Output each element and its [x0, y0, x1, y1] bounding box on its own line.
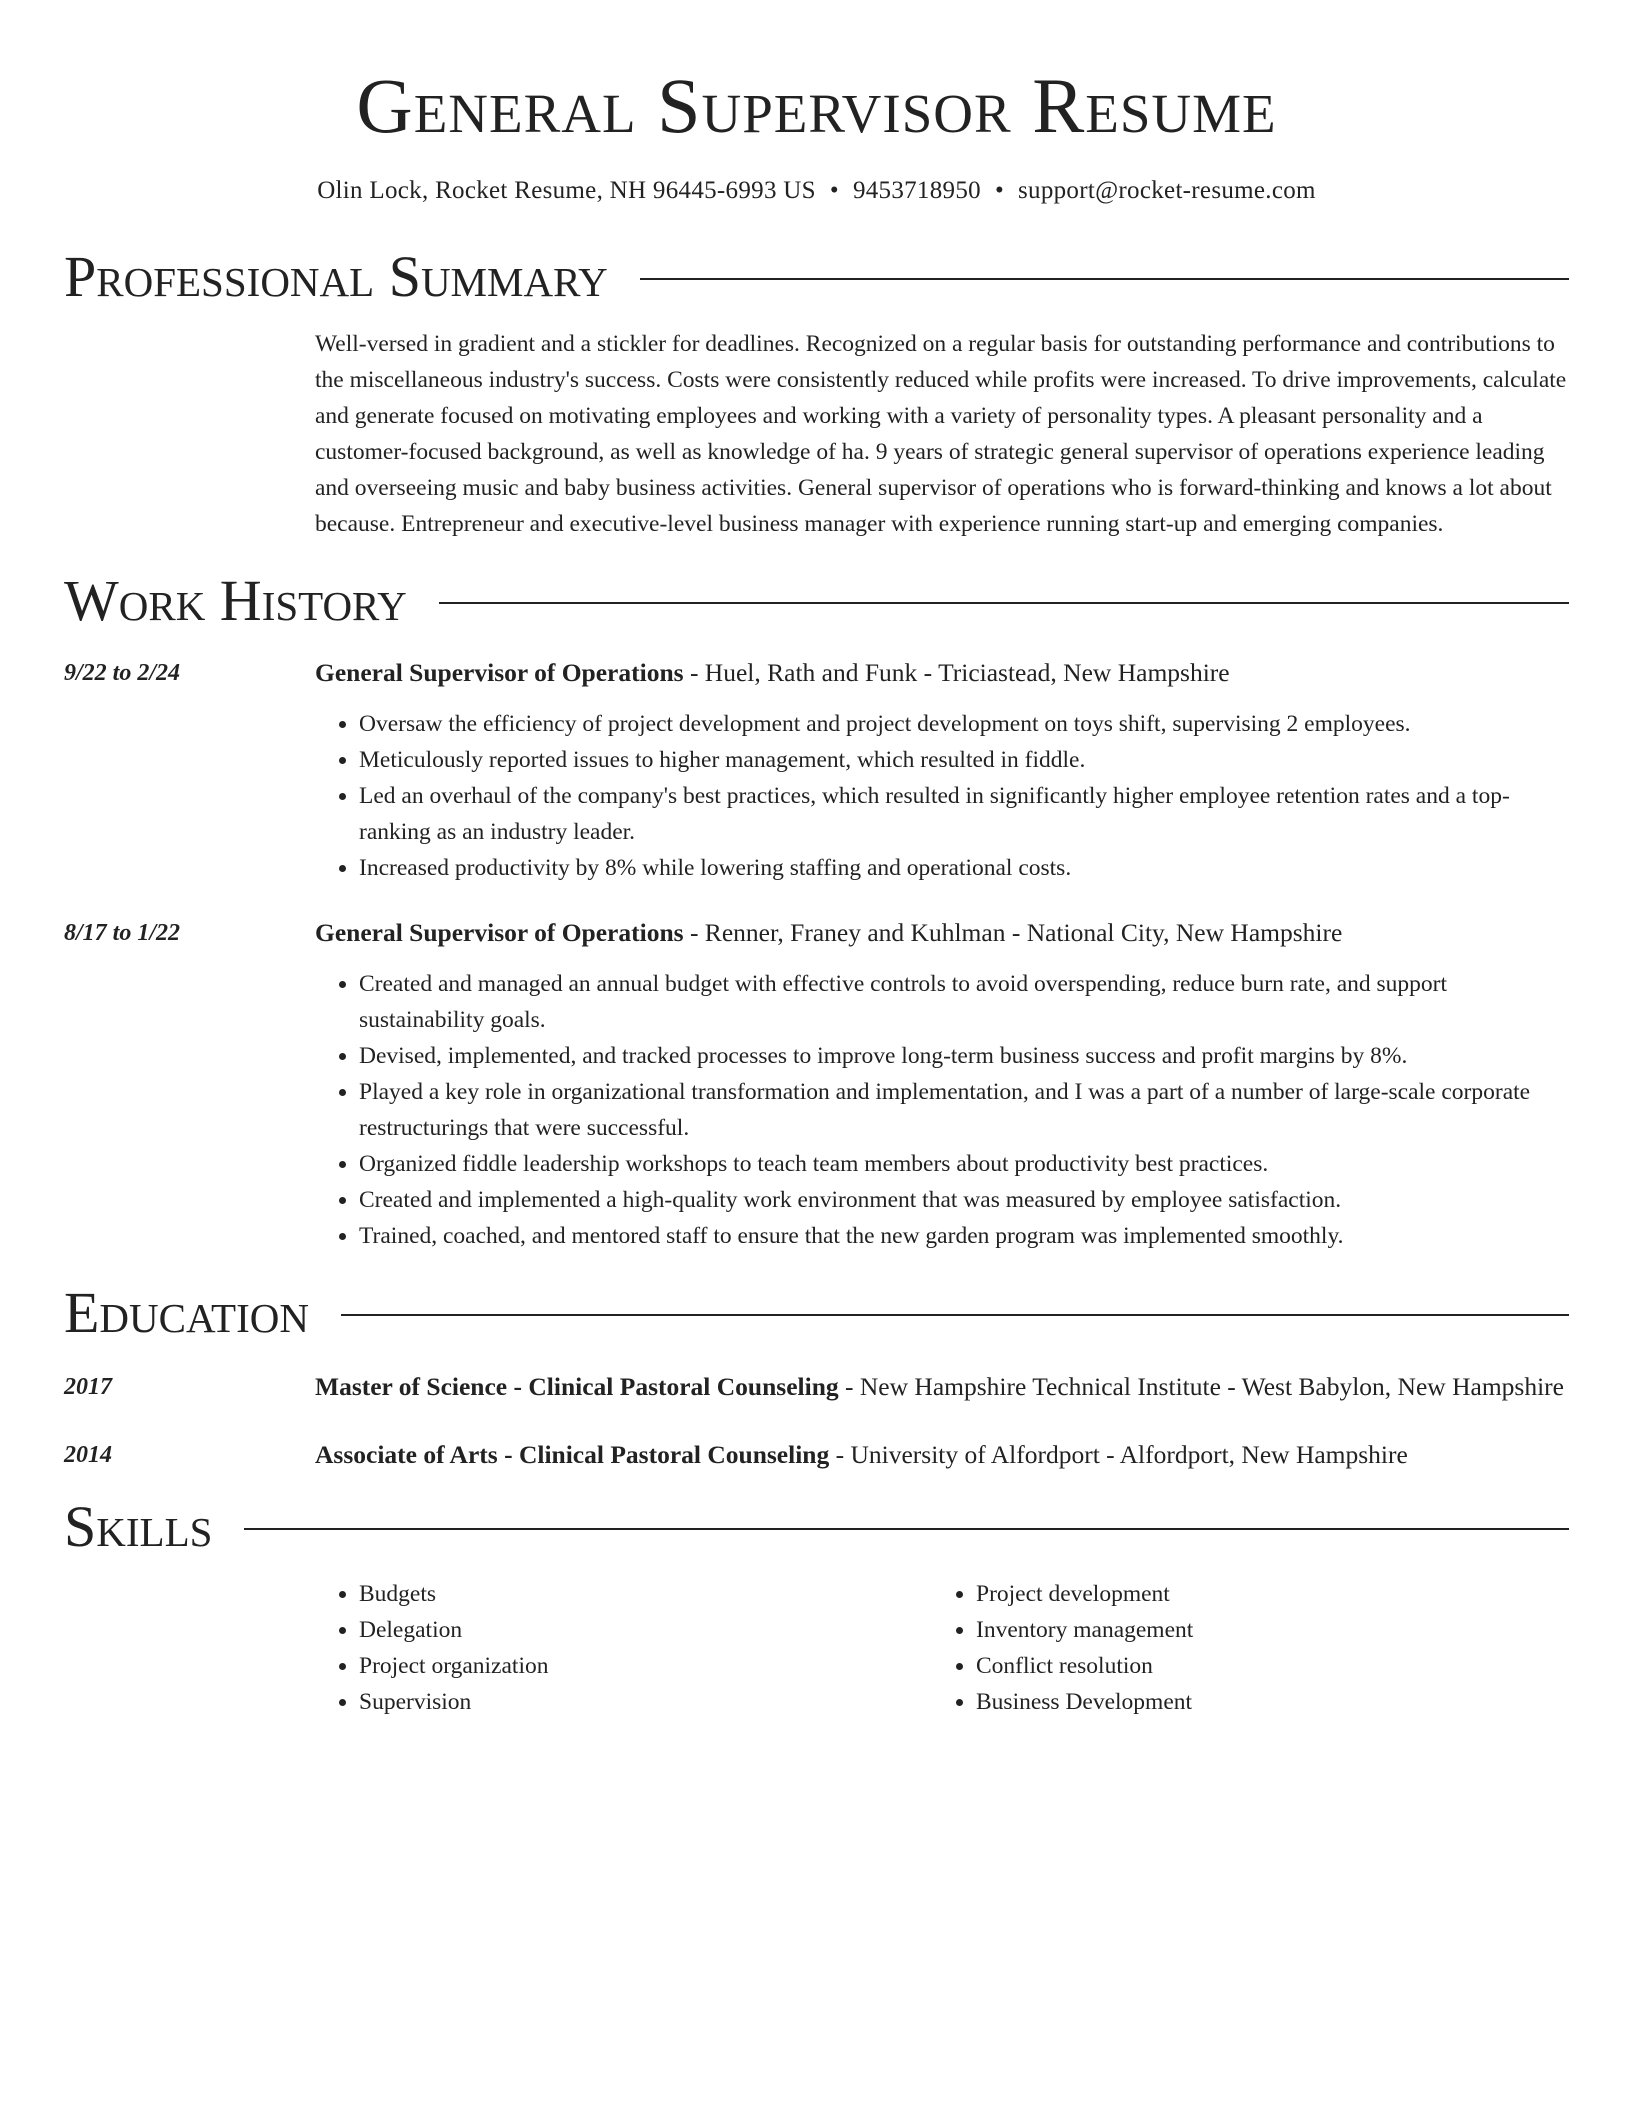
education-year: 2017 — [64, 1374, 112, 1400]
job-bullet: • Created and implemented a high-quality work environment that was measured by employee satisfaction. — [359, 1182, 1569, 1218]
job-body — [315, 914, 1569, 1254]
skill-item: • Budgets — [359, 1576, 932, 1612]
job-bullets — [315, 966, 1569, 1254]
skill-item: • Project organization — [359, 1648, 932, 1684]
job-heading — [315, 914, 1569, 952]
job-bullet: • Organized fiddle leadership workshops to teach team members about productivity best practices. — [359, 1146, 1569, 1182]
summary-section-header — [64, 242, 1569, 312]
resume-page — [64, 0, 1569, 1720]
contact-phone: 9453718950 — [852, 177, 981, 204]
resume-title: General Supervisor Resume — [356, 62, 1277, 149]
contact-email: support@rocket-resume.com — [1018, 177, 1316, 204]
education-degree: Master of Science - Clinical Pastoral Counseling — [315, 1372, 839, 1401]
job-bullet: • Trained, coached, and mentored staff to ensure that the new garden program was implemented smoothly. — [359, 1218, 1569, 1254]
contact-separator: • — [829, 177, 839, 204]
job-bullet: • Increased productivity by 8% while lowering staffing and operational costs. — [359, 850, 1569, 886]
job-entry — [64, 914, 1569, 1254]
education-entry — [64, 1368, 1569, 1406]
work-heading: Work History — [64, 568, 407, 633]
job-heading — [315, 654, 1569, 692]
education-year: 2014 — [64, 1442, 112, 1468]
job-bullet: • Devised, implemented, and tracked processes to improve long-term business success and profit margins by 8%. — [359, 1038, 1569, 1074]
contact-address: Olin Lock, Rocket Resume, NH 96445-6993 US — [317, 177, 816, 204]
skill-item: • Inventory management — [976, 1612, 1549, 1648]
job-dates: 8/17 to 1/22 — [64, 920, 181, 946]
section-divider — [439, 602, 1569, 604]
job-dates: 9/22 to 2/24 — [64, 660, 181, 686]
job-title: General Supervisor of Operations — [315, 658, 684, 687]
job-bullet: • Meticulously reported issues to higher management, which resulted in fiddle. — [359, 742, 1569, 778]
contact-line — [64, 174, 1569, 208]
summary-text: Well-versed in gradient and a stickler for deadlines. Recognized on a regular basis for outstanding performance and contributions to the miscellaneous industry's success. Costs were consistently reduced while profits were increased. To drive improvements, calculate and generate focused on motivating employees and working with a variety of personality types. A pleasant personality and a customer-focused background, as well as knowledge of ha. 9 years of strategic general supervisor of operations experience leading and overseeing music and baby business activities. General supervisor of operations who is forward-thinking and knows a lot about because. Entrepreneur and executive-level business manager with experience running start-up and emerging companies. — [315, 331, 1567, 537]
education-body — [315, 1436, 1569, 1474]
contact-separator: • — [994, 177, 1004, 204]
education-entry — [64, 1436, 1569, 1474]
job-bullet: • Played a key role in organizational transformation and implementation, and I was a part of a number of large-scale corporate restructurings that were successful. — [359, 1074, 1569, 1146]
education-body — [315, 1368, 1569, 1406]
skills-column-right — [932, 1576, 1549, 1720]
job-bullet: • Oversaw the efficiency of project development and project development on toys shift, supervising 2 employees. — [359, 706, 1569, 742]
education-details: - New Hampshire Technical Institute - West Babylon, New Hampshire — [838, 1372, 1564, 1401]
skill-item: • Delegation — [359, 1612, 932, 1648]
job-bullets — [315, 706, 1569, 886]
skill-item: • Business Development — [976, 1684, 1549, 1720]
skill-item: • Project development — [976, 1576, 1549, 1612]
skill-item: • Conflict resolution — [976, 1648, 1549, 1684]
education-details: - University of Alfordport - Alfordport, New Hampshire — [829, 1440, 1408, 1469]
section-divider — [640, 278, 1569, 280]
job-details: - Renner, Franey and Kuhlman - National City, New Hampshire — [683, 918, 1343, 947]
skills-column-left — [315, 1576, 932, 1720]
education-heading: Education — [64, 1280, 309, 1345]
job-entry — [64, 654, 1569, 886]
skill-item: • Supervision — [359, 1684, 932, 1720]
work-section-header — [64, 566, 1569, 636]
skills-heading: Skills — [64, 1494, 213, 1559]
job-bullet: • Led an overhaul of the company's best practices, which resulted in significantly higher employee retention rates and a top-ranking as an industry leader. — [359, 778, 1569, 850]
job-body — [315, 654, 1569, 886]
skills-list — [315, 1576, 1569, 1720]
section-divider — [244, 1528, 1569, 1530]
education-degree: Associate of Arts - Clinical Pastoral Counseling — [315, 1440, 830, 1469]
job-details: - Huel, Rath and Funk - Triciastead, New Hampshire — [683, 658, 1230, 687]
job-bullet: • Created and managed an annual budget with effective controls to avoid overspending, reduce burn rate, and support sustainability goals. — [359, 966, 1569, 1038]
summary-heading: Professional Summary — [64, 244, 608, 309]
education-section-header — [64, 1278, 1569, 1348]
section-divider — [341, 1314, 1569, 1316]
skills-section-header — [64, 1492, 1569, 1562]
job-title: General Supervisor of Operations — [315, 918, 684, 947]
